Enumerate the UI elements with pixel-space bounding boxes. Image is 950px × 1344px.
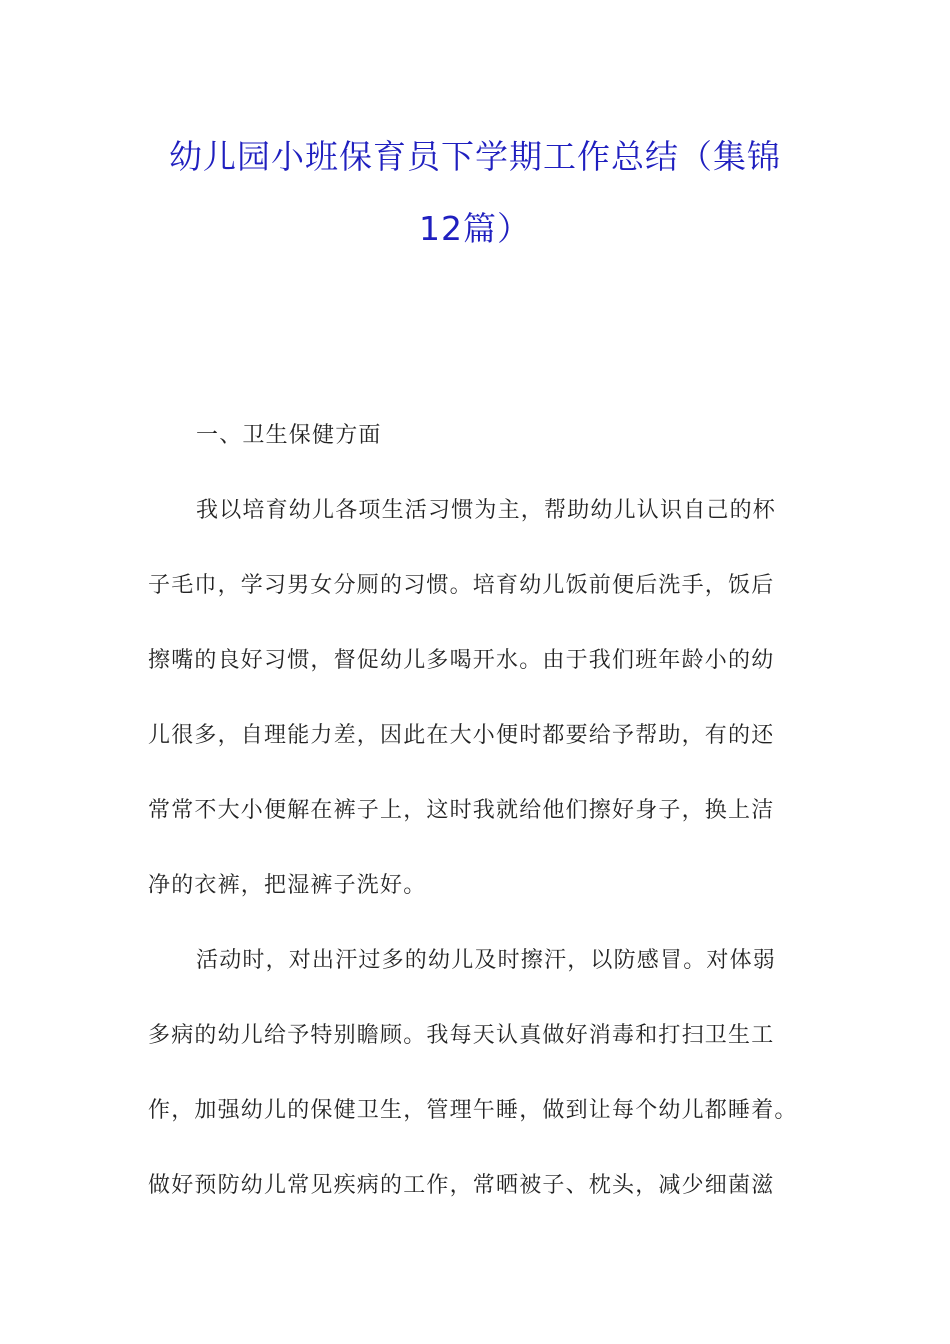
- document-title-line-1: 幼儿园小班保育员下学期工作总结（集锦: [169, 137, 781, 176]
- paragraph-2-line-1: 活动时，对出汗过多的幼儿及时擦汗，以防感冒。对体弱: [196, 948, 777, 973]
- paragraph-2-line-2: 多病的幼儿给予特别瞻顾。我每天认真做好消毒和打扫卫生工: [148, 1023, 775, 1048]
- paragraph-1-line-2: 子毛巾，学习男女分厕的习惯。培育幼儿饭前便后洗手，饭后: [148, 573, 775, 598]
- document-body: [148, 398, 808, 1223]
- paragraph-2-line-3: 作，加强幼儿的保健卫生，管理午睡，做到让每个幼儿都睡着。: [148, 1098, 798, 1123]
- document-title-line-2: 12篇）: [419, 209, 531, 248]
- paragraph-1-line-3: 擦嘴的良好习惯，督促幼儿多喝开水。由于我们班年龄小的幼: [148, 648, 775, 673]
- paragraph-1-line-4: 儿很多，自理能力差，因此在大小便时都要给予帮助，有的还: [148, 723, 775, 748]
- section-heading: 一、卫生保健方面: [196, 423, 382, 448]
- paragraph-2-line-4: 做好预防幼儿常见疾病的工作，常晒被子、枕头，减少细菌滋: [148, 1173, 775, 1198]
- paragraph-1-line-5: 常常不大小便解在裤子上，这时我就给他们擦好身子，换上洁: [148, 798, 775, 823]
- paragraph-1-line-6: 净的衣裤，把湿裤子洗好。: [148, 873, 427, 898]
- paragraph-1-line-1: 我以培育幼儿各项生活习惯为主，帮助幼儿认识自己的杯: [196, 498, 777, 523]
